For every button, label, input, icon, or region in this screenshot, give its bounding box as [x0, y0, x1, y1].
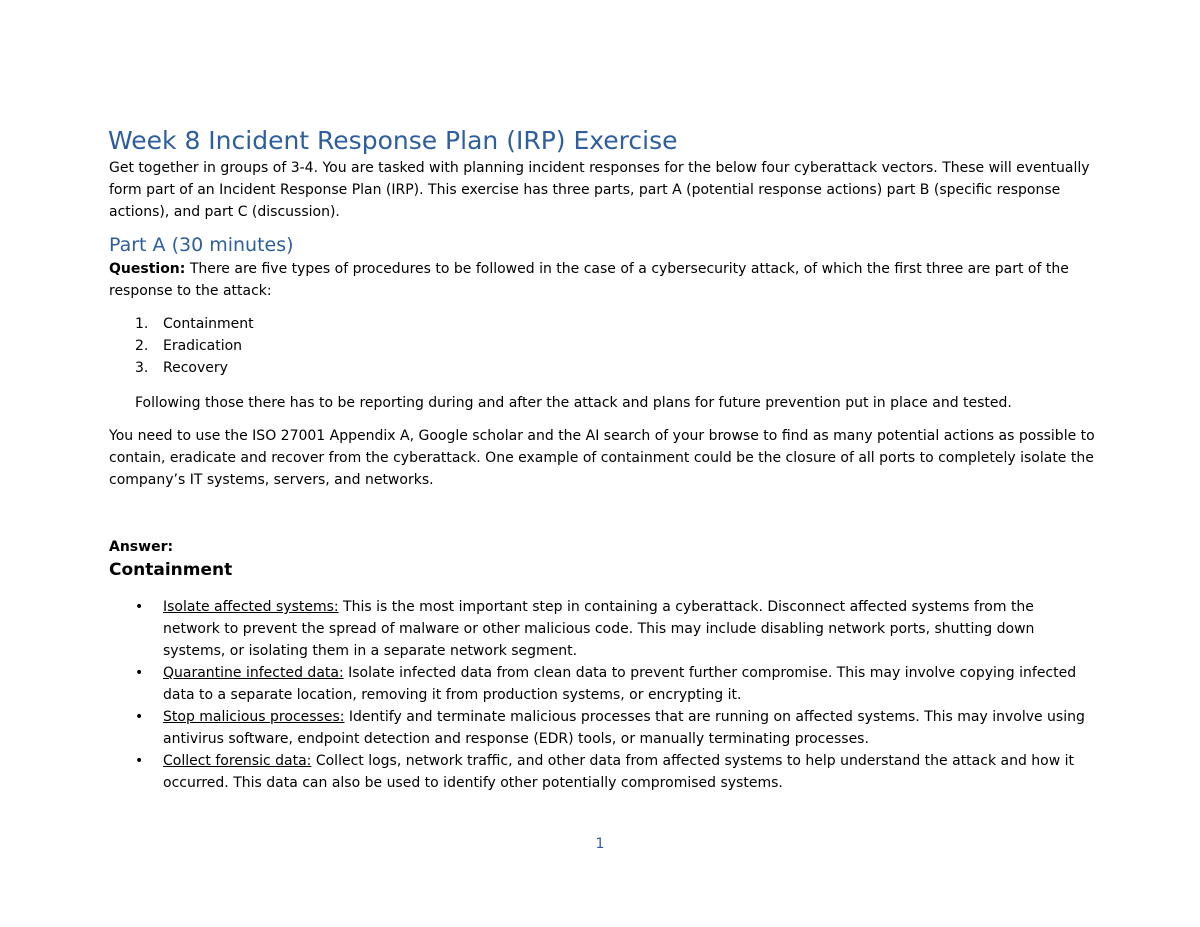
containment-actions-list [109, 596, 1095, 794]
containment-heading: Containment [109, 560, 233, 580]
following-paragraph: Following those there has to be reporting during and after the attack and plans for future prevention put in place and tested. [135, 395, 1012, 411]
procedure-steps-list [109, 313, 1095, 379]
action-description: Isolate infected data from clean data to prevent further compromise. This may involve copying infected data to a separate location, removing it from production systems, or encrypting it. [163, 665, 1077, 703]
bullet-icon: • [135, 709, 144, 725]
action-term: Collect forensic data: [163, 753, 312, 769]
part-a-heading: Part A (30 minutes) [109, 234, 294, 256]
action-term: Stop malicious processes: [163, 709, 345, 725]
intro-paragraph: Get together in groups of 3-4. You are tasked with planning incident responses for the below four cyberattack vectors. These will eventually form part of an Incident Response Plan (IRP). This exercise has three parts, part A (potential response actions) part B (specific response actions), and part C (discussion). [109, 160, 1090, 220]
action-description: Identify and terminate malicious processes that are running on affected systems. This may involve using antivirus software, endpoint detection and response (EDR) tools, or manually terminating processes. [163, 709, 1085, 747]
list-number: 3. [135, 360, 149, 376]
action-term: Quarantine infected data: [163, 665, 344, 681]
document-body [109, 124, 1095, 794]
question-label: Question: [109, 261, 186, 277]
list-item [109, 596, 1095, 662]
question-text: There are five types of procedures to be followed in the case of a cybersecurity attack, of which the first three are part of the response to the attack: [109, 261, 1069, 299]
instructions-paragraph: You need to use the ISO 27001 Appendix A, Google scholar and the AI search of your browse to find as many potential actions as possible to contain, eradicate and recover from the cyberattack. One example of containment could be the closure of all ports to completely isolate the company’s IT systems, servers, and networks. [109, 428, 1095, 488]
bullet-icon: • [135, 753, 144, 769]
list-item [109, 706, 1095, 750]
list-item [109, 313, 1095, 335]
list-item-label: Eradication [163, 338, 243, 354]
answer-label: Answer: [109, 539, 174, 555]
list-item-label: Recovery [163, 360, 228, 376]
action-term: Isolate affected systems: [163, 599, 339, 615]
list-number: 1. [135, 316, 149, 332]
document-title: Week 8 Incident Response Plan (IRP) Exercise [108, 126, 678, 155]
list-item [109, 750, 1095, 794]
list-item-label: Containment [163, 316, 254, 332]
bullet-icon: • [135, 599, 144, 615]
action-description: This is the most important step in containing a cyberattack. Disconnect affected systems from the network to prevent the spread of malware or other malicious code. This may include disabling network ports, shutting down systems, or isolating them in a separate network segment. [163, 599, 1035, 659]
list-item [109, 357, 1095, 379]
action-description: Collect logs, network traffic, and other data from affected systems to help understand the attack and how it occurred. This data can also be used to identify other potentially compromised systems. [163, 753, 1075, 791]
list-item [109, 662, 1095, 706]
question-paragraph [109, 258, 1095, 302]
list-item [109, 335, 1095, 357]
list-number: 2. [135, 338, 149, 354]
page-number: 1 [595, 836, 605, 852]
bullet-icon: • [135, 665, 144, 681]
